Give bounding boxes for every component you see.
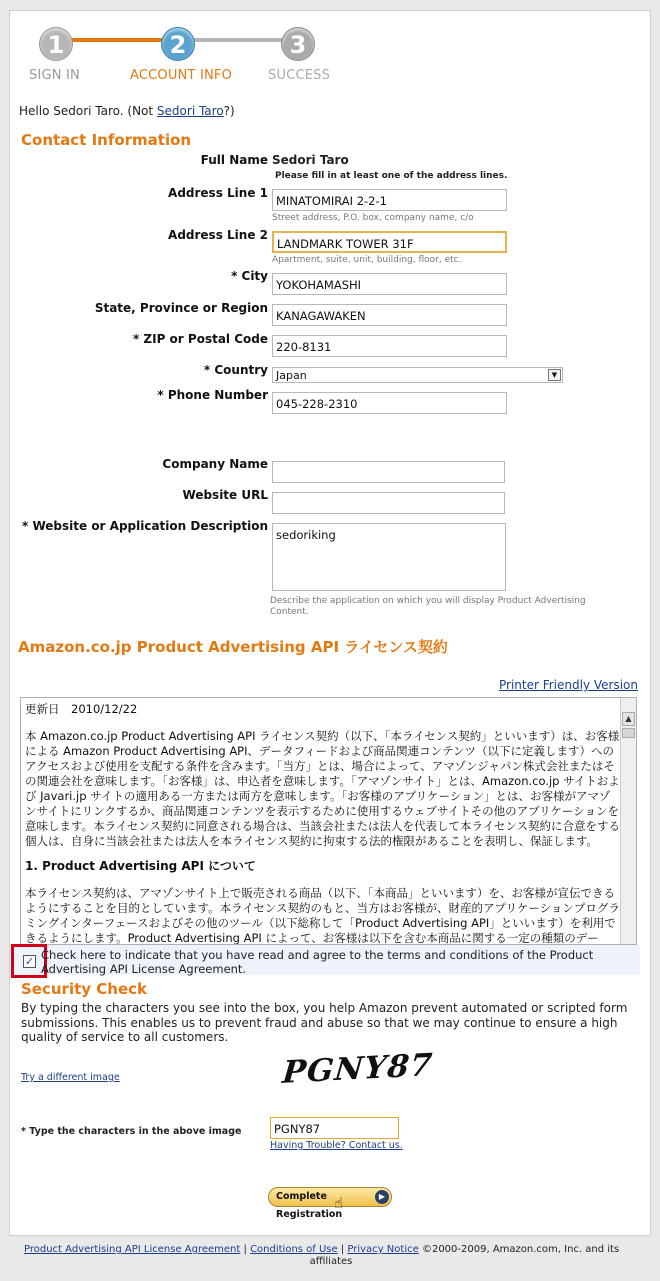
agree-text-line1: Check here to indicate that you have read and agree to the terms and conditions of the Product bbox=[41, 948, 594, 962]
not-user-link[interactable]: Sedori Taro bbox=[156, 104, 224, 118]
step-1-label: SIGN IN bbox=[29, 68, 80, 83]
greeting-suffix: ?) bbox=[223, 104, 235, 118]
captcha-text: PGNY87 bbox=[280, 1047, 435, 1091]
license-section-1-heading: 1. Product Advertising API について bbox=[25, 859, 256, 873]
footer-line1 bbox=[24, 1244, 644, 1256]
agree-row bbox=[14, 945, 640, 975]
complete-registration-button[interactable] bbox=[268, 1187, 392, 1220]
trouble-contact-link[interactable]: Having Trouble? Contact us. bbox=[270, 1140, 403, 1151]
website-input[interactable] bbox=[272, 492, 505, 514]
address-line2-hint: Apartment, suite, unit, building, floor, etc. bbox=[272, 255, 462, 265]
greeting bbox=[19, 104, 235, 118]
footer-conditions-link[interactable]: Conditions of Use bbox=[250, 1244, 338, 1255]
footer-copyright: ©2000-2009, Amazon.com, Inc. and its bbox=[421, 1244, 620, 1255]
scroll-thumb[interactable] bbox=[622, 728, 635, 738]
city-input[interactable]: YOKOHAMASHI bbox=[272, 273, 507, 295]
printer-friendly-link[interactable]: Printer Friendly Version bbox=[498, 678, 638, 692]
hand-cursor-icon: ☝ bbox=[334, 1194, 344, 1212]
country-select[interactable] bbox=[272, 367, 563, 383]
description-textarea[interactable]: sedoriking bbox=[272, 523, 506, 591]
security-section-title: Security Check bbox=[21, 980, 147, 998]
footer-separator-1: | bbox=[243, 1244, 247, 1255]
state-input[interactable]: KANAGAWAKEN bbox=[272, 304, 507, 326]
footer-privacy-link[interactable]: Privacy Notice bbox=[347, 1244, 419, 1255]
full-name-label: Full Name bbox=[200, 153, 268, 167]
country-selected-value: Japan bbox=[276, 369, 307, 382]
captcha-input[interactable]: PGNY87 bbox=[270, 1117, 399, 1139]
address-line1-label: Address Line 1 bbox=[168, 186, 268, 200]
address-line2-label: Address Line 2 bbox=[168, 228, 268, 242]
step-3-circle: 3 bbox=[281, 27, 315, 61]
arrow-right-icon: ▶ bbox=[375, 1190, 389, 1204]
zip-label: * ZIP or Postal Code bbox=[132, 332, 268, 346]
license-text-box[interactable] bbox=[20, 697, 637, 945]
state-label: State, Province or Region bbox=[94, 301, 268, 315]
step-2-label: ACCOUNT INFO bbox=[130, 68, 233, 83]
chevron-down-icon[interactable]: ▼ bbox=[548, 369, 561, 381]
footer-license-link[interactable]: Product Advertising API License Agreement bbox=[24, 1244, 241, 1255]
captcha-label: * Type the characters in the above image bbox=[21, 1126, 242, 1137]
phone-label: * Phone Number bbox=[157, 388, 268, 402]
agree-checkbox[interactable]: ✓ bbox=[24, 955, 35, 968]
city-label: * City bbox=[231, 269, 268, 283]
footer bbox=[24, 1244, 644, 1268]
address-note: Please fill in at least one of the address lines. bbox=[275, 171, 508, 181]
footer-copyright-line2: affiliates bbox=[309, 1256, 353, 1267]
step-3-label: SUCCESS bbox=[268, 68, 331, 83]
description-label: * Website or Application Description bbox=[22, 519, 268, 533]
country-label: * Country bbox=[203, 363, 268, 377]
scroll-up-icon[interactable]: ▲ bbox=[622, 712, 635, 726]
website-label: Website URL bbox=[182, 488, 268, 502]
address-line2-input[interactable]: LANDMARK TOWER 31F bbox=[272, 231, 507, 253]
license-scrollbar[interactable] bbox=[620, 698, 636, 944]
agree-text-line2: Advertising API License Agreement. bbox=[41, 962, 247, 976]
license-paragraph-2: 本ライセンス契約は、アマゾンサイト上で販売される商品（以下、「本商品」といいます）を、お客様が宣伝できるようにすることを目的としています。本ライセンス契約のもと、当方はお客様が、財産的アプリケーションプログラミングインターフェースおよびその他のツール（以下総称して「Product Advertising API」といいます）を利用できるようにします。Product Advertising API によって、お客様は以下を含む本商品に関する一定の種類のデー bbox=[25, 886, 620, 945]
license-text bbox=[25, 702, 620, 945]
full-name-value: Sedori Taro bbox=[272, 153, 349, 167]
company-label: Company Name bbox=[162, 457, 268, 471]
security-description bbox=[21, 1001, 627, 1045]
phone-input[interactable]: 045-228-2310 bbox=[272, 392, 507, 414]
try-different-image-link[interactable]: Try a different image bbox=[21, 1072, 120, 1083]
step-2-circle: 2 bbox=[161, 27, 195, 61]
captcha-image bbox=[280, 1047, 435, 1093]
complete-registration-label: Complete Registration bbox=[276, 1191, 343, 1220]
footer-separator-2: | bbox=[340, 1244, 345, 1255]
license-paragraph-1: 本 Amazon.co.jp Product Advertising API ライセンス契約（以下、「本ライセンス契約」といいます）は、お客様による Amazon Product Advertising API、データフィードおよび商品関連コンテンツ（以下に定義します）へのアクセスおよび使用を支配する条件を含みます。「当方」とは、場合によって、アマゾンジャパン株式会社またはその関連会社を意味します。「お客様」は、申込者を意味します。「アマゾンサイト」とは、Amazon.co.jp サイトおよび Javari.jp サイトの適用ある一方または両方を意味します。「お客様のアプリケーション」とは、お客様がアマゾンサイトにリンクするか、商品関連コンテンツを表示するために使用するウェブサイトその他のアプリケーションを意味します。本ライセンス契約に同意される場合は、当該会社または法人を代表して本ライセンス契約に合意をする個人は、自身に当該会社または法人を本ライセンス契約に拘束する法的権限があることを表明し、保証します。 bbox=[25, 729, 621, 848]
step-1-circle: 1 bbox=[39, 27, 73, 61]
description-hint-line2: Content. bbox=[270, 607, 309, 617]
security-description-line1: By typing the characters you see into the box, you help Amazon prevent automated or scripted form bbox=[21, 1001, 628, 1015]
address-line1-hint: Street address, P.O. box, company name, c/o bbox=[272, 213, 474, 223]
greeting-prefix: Hello Sedori Taro. (Not bbox=[19, 104, 157, 118]
description-hint-line1: Describe the application on which you will display Product Advertising bbox=[270, 596, 586, 606]
company-input[interactable] bbox=[272, 461, 505, 483]
security-description-line3: quality of service to all customers. bbox=[21, 1030, 229, 1044]
license-updated: 更新日 2010/12/22 bbox=[25, 702, 138, 716]
address-line1-input[interactable]: MINATOMIRAI 2-2-1 bbox=[272, 189, 507, 211]
license-section-title: Amazon.co.jp Product Advertising API ライセンス契約 bbox=[18, 638, 448, 656]
contact-section-title: Contact Information bbox=[21, 131, 192, 149]
zip-input[interactable]: 220-8131 bbox=[272, 335, 507, 357]
security-description-line2: submissions. This enables us to prevent fraud and abuse so that we may continue to ensure a high bbox=[21, 1015, 618, 1030]
